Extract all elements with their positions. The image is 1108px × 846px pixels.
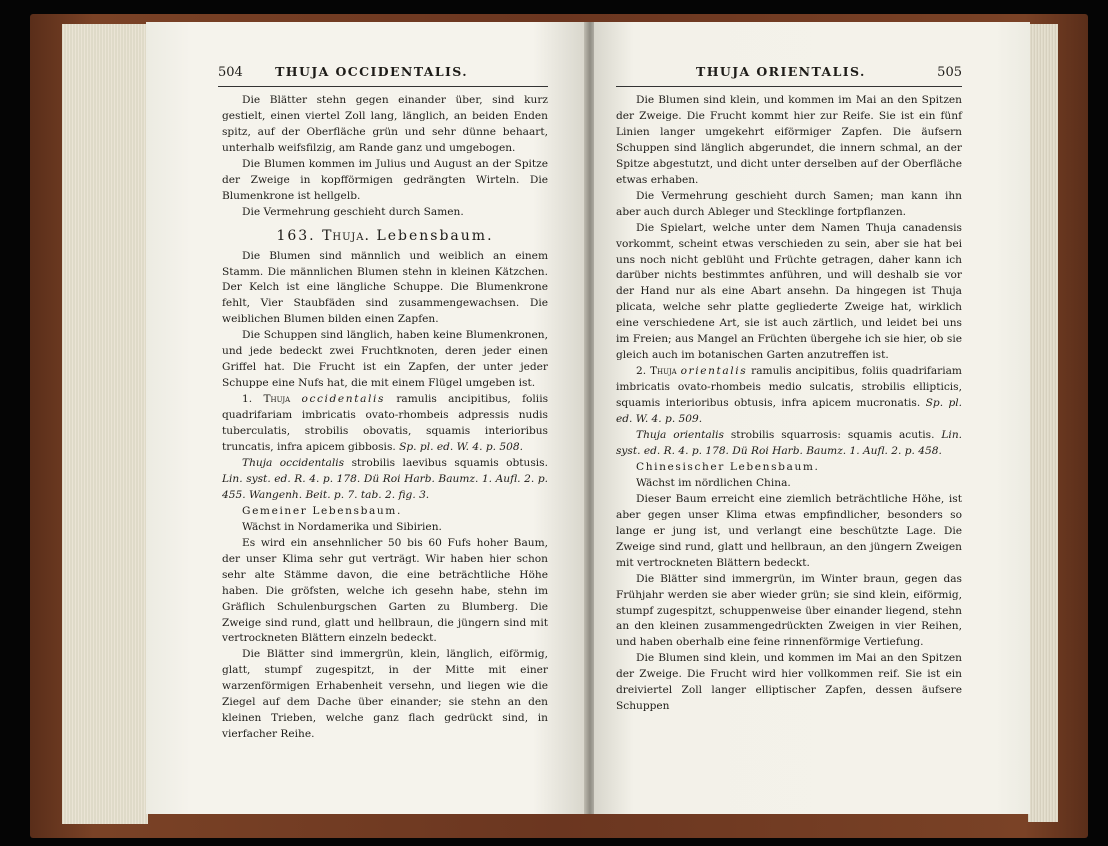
page-edges-right [1028,24,1058,822]
paragraph: Die Blumen sind klein, und kommen im Mai an den Spitzen der Zweige. Die Frucht kommt hier zur Reife. Sie ist ein fünf Linien langer umgekehrt eiförmiger Zapfen. Die äufsern Schuppen sind länglich abgerundet, die innern schmal, an der Spitze abgestutzt, und dicht unter derselben auf der Oberfläche etwas erhaben. [616,94,962,186]
genus-heading [222,229,548,245]
left-page [146,22,586,814]
common-name: Gemeiner Lebensbaum. [242,504,402,517]
synonym-entry [222,456,548,504]
page-number: 505 [937,65,962,80]
species-diagnosis: ramulis ancipitibus, foliis quadrifariam imbricatis ovato-rhombeis adpressis nudis tuberculatis, strobilis obovatis, squamis interioribus truncatis, infra apicem gibbosis. [222,393,549,454]
paragraph: Die Blätter sind immergrün, klein, länglich, eiförmig, glatt, stumpf zugespitzt, in der Mitte mit einer warzenförmigen Erhabenheit versehn, und liegen wie die Ziegel auf dem Dache über einander; sie stehn an den kleinen Trieben, welche ganz flach gedrückt sind, in vierfacher Reihe. [222,648,548,741]
genus-common-name: Lebensbaum. [376,227,494,244]
synonym-reference: Lin. syst. ed. R. 4. p. 178. Dü Roi Harb. Baumz. 1. Aufl. 2. p. 455. Wangenh. Beit. p. 7. tab. 2. fig. 3. [222,472,548,501]
species-epithet: occidentalis [301,393,386,406]
page-edges-left [62,24,148,824]
paragraph: Die Blumen kommen im Julius und August an der Spitze der Zweige in kopfförmigen gedrängten Wirteln. Die Blumenkrone ist hellgelb. [222,157,548,202]
species-reference: Sp. pl. ed. W. 4. p. 509. [616,397,963,426]
habitat: Wächst im nördlichen China. [636,476,791,489]
synonym-name: Thuja orientalis [636,429,724,442]
species-genus: Thuja [649,365,677,378]
right-page-text [616,93,962,715]
running-head: THUJA ORIENTALIS. [696,64,866,79]
species-entry [616,364,962,428]
species-genus: Thuja [263,393,291,406]
species-entry [222,392,548,456]
synonym-name: Thuja occidentalis [242,456,345,469]
paragraph: Die Blumen sind klein, und kommen im Mai an den Spitzen der Zweige. Die Frucht wird hier vollkommen reif. Sie ist ein dreiviertel Zoll langer elliptischer Zapfen, dessen äufsere Schuppen [616,652,962,713]
common-name: Chinesischer Lebensbaum. [636,460,820,473]
paragraph: Die Spielart, welche unter dem Namen Thuja canadensis vorkommt, scheint etwas verschieden zu sein, aber sie hat bei uns noch nicht geblüht und Früchte getragen, daher kann ich darüber nichts bestimmtes anführen, und will deshalb sie vor der Hand nur als eine Abart ansehn. Da hingegen ist Thuja plicata, welche sehr platte gegliederte Zweige hat, wirklich eine verschiedene Art, sie ist auch zärtlich, und leidet bei uns im Freien; aus Mangel an Früchten übergehe ich sie hier, ob sie gleich auch im botanischen Garten anzutreffen ist. [616,221,962,362]
running-head: THUJA OCCIDENTALIS. [275,64,468,79]
species-number: 2. [636,365,647,378]
genus-number: 163. [276,227,316,244]
paragraph: Es wird ein ansehnlicher 50 bis 60 Fufs hoher Baum, der unser Klima sehr gut verträgt. Wir haben hier schon sehr alte Stämme davon, die eine beträchtliche Höhe haben. Die gröfsten, welche ich gesehn habe, stehn im Gräflich Schulenburgschen Garten zu Blumberg. Die Zweige sind rund, glatt und hellbraun, die jüngern sind mit vertrockneten Blättern einzeln bedeckt. [222,536,548,645]
page-number: 504 [218,65,243,80]
paragraph: Die Vermehrung geschieht durch Samen. [242,205,464,218]
species-reference: Sp. pl. ed. W. 4. p. 508. [399,441,523,454]
synonym-entry [616,428,962,460]
synonym-reference: Lin. syst. ed. R. 4. p. 178. Dü Roi Harb. Baumz. 1. Aufl. 2. p. 458. [616,429,963,457]
synonym-text: strobilis squarrosis: squamis acutis. [730,429,935,442]
species-epithet: orientalis [680,365,748,378]
paragraph: Dieser Baum erreicht eine ziemlich beträchtliche Höhe, ist aber gegen unser Klima etwas empfindlicher, besonders so lange er jung ist, und verlangt eine beschützte Lage. Die Zweige sind rund, glatt und hellbraun, an den jüngern Zweigen mit vertrockneten Blättern bedeckt. [616,492,962,569]
species-diagnosis: ramulis ancipitibus, foliis quadrifariam imbricatis ovato-rhombeis medio sulcatis, strobilis ellipticis, squamis interioribus obtusis, infra apicem mucronatis. [616,365,962,410]
right-page [594,22,1030,814]
paragraph: Die Blätter stehn gegen einander über, sind kurz gestielt, einen viertel Zoll lang, länglich, an beiden Enden spitz, auf der Oberfläche grün und sehr dünne behaart, unterhalb weifsfilzig, am Rande ganz und umgebogen. [222,94,548,154]
synonym-text: strobilis laevibus squamis obtusis. [351,456,548,469]
right-page-header [616,64,962,87]
species-number: 1. [242,393,253,406]
paragraph: Die Vermehrung geschieht durch Samen; man kann ihn aber auch durch Ableger und Stecklinge fortpflanzen. [616,189,962,218]
paragraph: Die Schuppen sind länglich, haben keine Blumenkronen, und jede bedeckt zwei Fruchtknoten, deren jeder einen Griffel hat. Die Frucht ist ein Zapfen, der unter jeder Schuppe eine Nufs hat, die mit einem Flügel umgeben ist. [222,329,548,390]
left-page-text [222,93,548,743]
paragraph: Die Blätter sind immergrün, im Winter braun, gegen das Frühjahr werden sie aber wieder grün; sie sind klein, eiförmig, stumpf zugespitzt, schuppenweise über einander liegend, stehn an den kleinen zusammengedrückten Zweigen in vier Reihen, und haben oberhalb eine feine rinnenförmige Vertiefung. [616,572,962,649]
genus-name: Thuja. [322,227,370,244]
habitat: Wächst in Nordamerika und Sibirien. [242,520,442,533]
paragraph: Die Blumen sind männlich und weiblich an einem Stamm. Die männlichen Blumen stehn in kleinen Kätzchen. Der Kelch ist eine längliche Schuppe. Die Blumenkrone fehlt, Vier Staubfäden sind zusammengewachsen. Die weiblichen Blumen bilden einen Zapfen. [222,249,548,326]
left-page-header [218,64,548,87]
